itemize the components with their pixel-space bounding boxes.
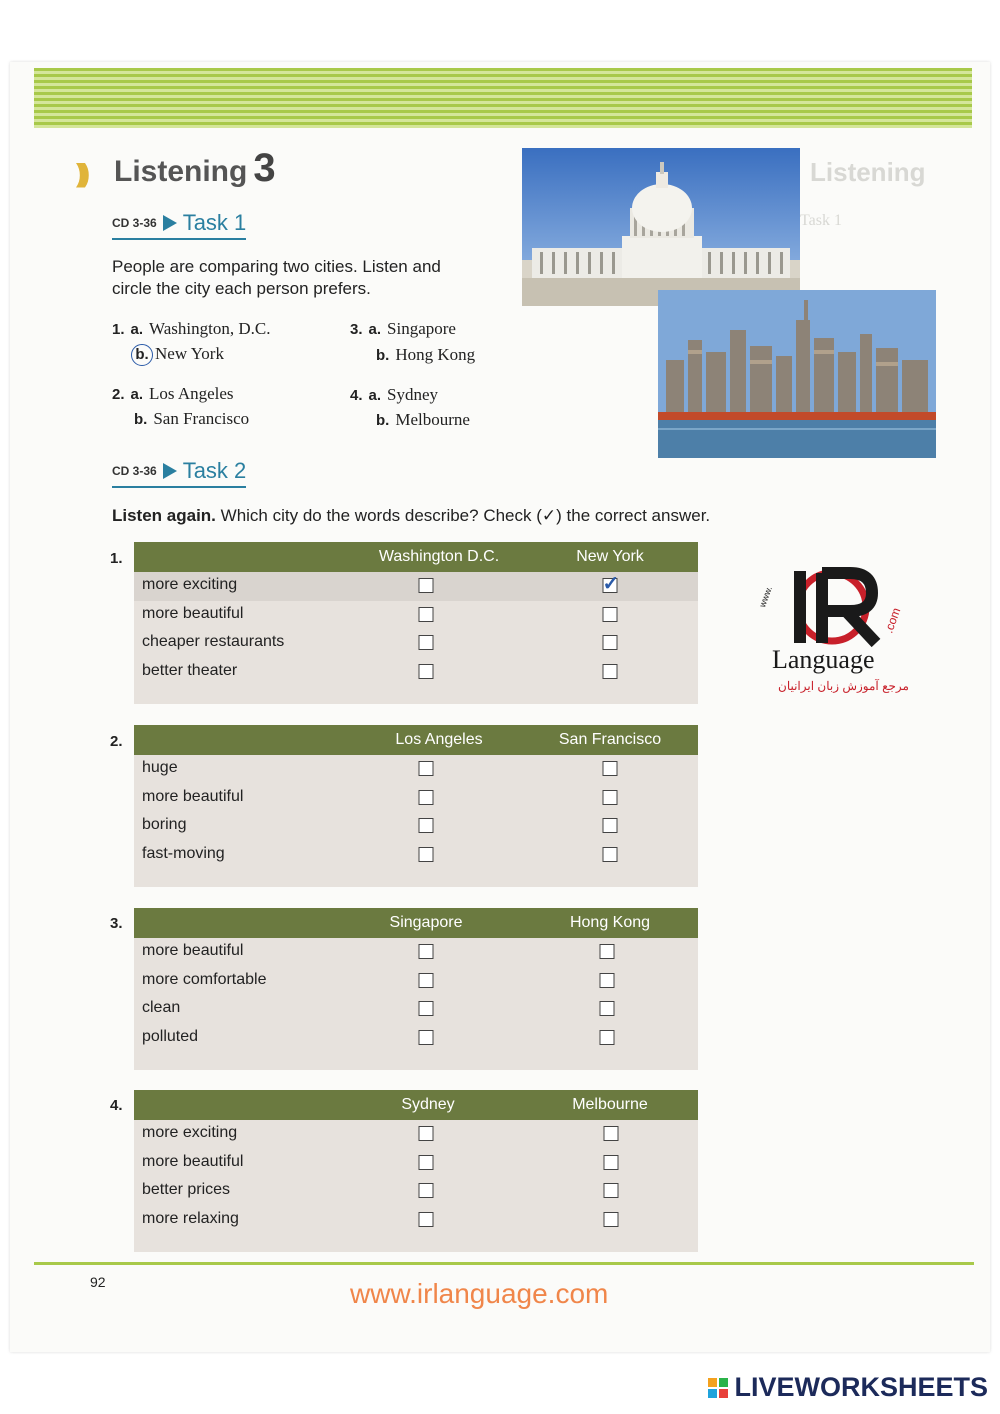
page-number: 92 — [90, 1274, 106, 1290]
checkbox[interactable] — [600, 1030, 615, 1045]
worksheet-page — [10, 62, 990, 1352]
task1-header — [112, 210, 246, 240]
checkbox[interactable] — [419, 1183, 434, 1198]
checkbox[interactable] — [604, 1126, 619, 1141]
checkbox[interactable] — [419, 1155, 434, 1170]
table-row: more beautiful — [134, 784, 698, 813]
sound-waves-icon: ))) — [76, 158, 84, 188]
table-row: more relaxing — [134, 1206, 698, 1235]
checkbox[interactable] — [419, 1212, 434, 1227]
column-header-city-1: Singapore — [389, 914, 463, 931]
checkbox[interactable] — [603, 847, 618, 862]
task1-item-2b[interactable]: b. San Francisco — [134, 409, 250, 428]
comparison-table-2 — [134, 725, 698, 887]
task2-instruction-rest: Which city do the words describe? Check (✓) the correct answer. — [215, 506, 711, 525]
svg-text:www.: www. — [757, 584, 775, 609]
table-header — [134, 725, 698, 755]
task1-item-4b[interactable]: b. Melbourne — [376, 410, 470, 429]
task1-item-1b-selected[interactable]: b. New York — [131, 344, 224, 366]
table-row: huge — [134, 755, 698, 784]
table-2-number: 2. — [110, 733, 123, 750]
ghost-text: Listening — [810, 157, 926, 187]
checkbox[interactable] — [419, 790, 434, 805]
ghost-text: Task 1 — [800, 212, 842, 229]
comparison-table-1 — [134, 542, 698, 704]
task1-item-2a[interactable]: 2. a. Los Angeles — [112, 384, 234, 403]
table-header — [134, 542, 698, 572]
logo-brand-text: Language — [772, 645, 875, 674]
cd-track-label: CD 3-36 — [112, 464, 157, 478]
task1-instruction-line1: People are comparing two cities. Listen and — [112, 257, 441, 276]
checkbox[interactable] — [419, 847, 434, 862]
checkbox[interactable] — [603, 818, 618, 833]
column-header-city-1: Los Angeles — [395, 731, 483, 748]
checkbox[interactable] — [604, 1212, 619, 1227]
checkbox[interactable] — [603, 635, 618, 650]
checkbox-checked[interactable] — [602, 573, 620, 595]
liveworksheets-logo-icon — [708, 1378, 728, 1398]
column-header-city-2: Hong Kong — [569, 914, 651, 931]
comparison-table-4 — [134, 1090, 698, 1252]
checkbox[interactable] — [600, 1001, 615, 1016]
table-row: polluted — [134, 1024, 698, 1053]
column-header-city-1: Washington D.C. — [378, 548, 500, 565]
checkbox[interactable] — [419, 944, 434, 959]
table-row: clean — [134, 995, 698, 1024]
task2-title: Task 2 — [182, 458, 247, 483]
task2-instruction-bold: Listen again. — [112, 506, 216, 525]
checkbox[interactable] — [419, 664, 434, 679]
table-header — [134, 1090, 698, 1120]
play-icon — [163, 463, 177, 479]
task1-title: Task 1 — [182, 210, 247, 235]
checkbox[interactable] — [600, 944, 615, 959]
table-row: cheaper restaurants — [134, 629, 698, 658]
circled-answer: b. — [131, 344, 153, 366]
task1-instruction — [112, 256, 441, 300]
checkbox[interactable] — [603, 607, 618, 622]
checkbox[interactable] — [419, 818, 434, 833]
column-header-city-2: San Francisco — [558, 731, 662, 748]
section-number: 3 — [253, 146, 276, 190]
task2-header — [112, 458, 246, 488]
table-row: more comfortable — [134, 967, 698, 996]
checkbox[interactable] — [419, 578, 434, 593]
column-header-city-2: Melbourne — [572, 1096, 648, 1113]
checkbox[interactable] — [603, 761, 618, 776]
checkbox[interactable] — [604, 1155, 619, 1170]
comparison-table-3 — [134, 908, 698, 1070]
checkbox[interactable] — [419, 1001, 434, 1016]
checkbox[interactable] — [419, 1030, 434, 1045]
footer-divider — [34, 1262, 974, 1265]
checkbox[interactable] — [604, 1183, 619, 1198]
table-row: more exciting ✓ — [134, 572, 698, 601]
table-row: more beautiful — [134, 601, 698, 630]
checkbox[interactable] — [600, 973, 615, 988]
irlanguage-logo — [757, 567, 917, 702]
checkbox[interactable] — [419, 635, 434, 650]
liveworksheets-brand[interactable] — [708, 1372, 988, 1403]
table-row: boring — [134, 812, 698, 841]
task1-instruction-line2: circle the city each person prefers. — [112, 279, 371, 298]
column-header-city-2: New York — [576, 548, 644, 565]
header-stripe-band — [34, 68, 972, 128]
checkbox[interactable] — [419, 761, 434, 776]
table-4-number: 4. — [110, 1097, 123, 1114]
table-header — [134, 908, 698, 938]
table-row: better prices — [134, 1177, 698, 1206]
checkmark-icon: ✓ — [602, 573, 620, 595]
table-3-number: 3. — [110, 915, 123, 932]
table-row: more beautiful — [134, 1149, 698, 1178]
table-row: more beautiful — [134, 938, 698, 967]
cd-track-label: CD 3-36 — [112, 216, 157, 230]
column-header-city-1: Sydney — [401, 1096, 455, 1113]
website-url[interactable]: www.irlanguage.com — [350, 1278, 609, 1309]
task1-item-1a[interactable]: 1. a. Washington, D.C. — [112, 319, 271, 338]
task1-item-3a[interactable]: 3. a. Singapore — [350, 319, 456, 338]
checkbox[interactable] — [419, 607, 434, 622]
checkbox[interactable] — [419, 973, 434, 988]
section-title — [114, 146, 276, 191]
task1-item-3b[interactable]: b. Hong Kong — [376, 345, 476, 364]
checkbox[interactable] — [603, 790, 618, 805]
table-row: more exciting — [134, 1120, 698, 1149]
task2-instruction — [112, 505, 710, 527]
section-title-text: Listening — [114, 155, 248, 188]
task1-item-4a[interactable]: 4. a. Sydney — [350, 385, 439, 404]
new-york-skyline-photo — [658, 290, 936, 458]
table-1-number: 1. — [110, 550, 123, 567]
checkbox[interactable] — [603, 664, 618, 679]
checkbox[interactable] — [419, 1126, 434, 1141]
table-row: better theater — [134, 658, 698, 687]
logo-tagline: مرجع آموزش زبان ایرانیان — [778, 679, 909, 693]
svg-text:.com: .com — [881, 605, 904, 636]
table-row: fast-moving — [134, 841, 698, 870]
play-icon — [163, 215, 177, 231]
liveworksheets-name: LIVEWORKSHEETS — [734, 1372, 988, 1402]
capitol-photo — [522, 148, 800, 306]
